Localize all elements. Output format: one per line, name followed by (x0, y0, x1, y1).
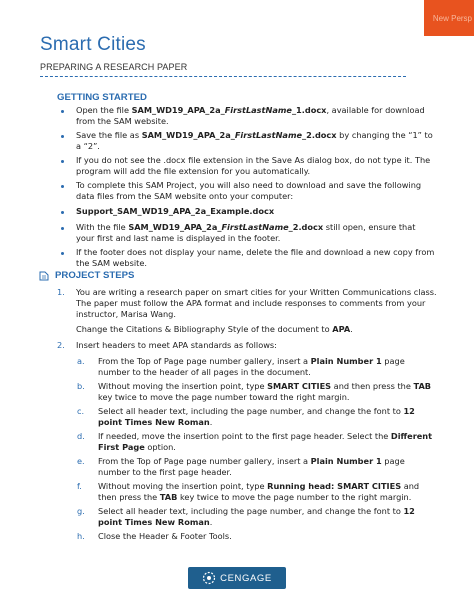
sub-step-text: From the Top of Page page number gallery, insert a Plain Number 1 page number to the header of all pages in the document. (98, 356, 405, 377)
bullet-icon (61, 135, 64, 138)
bullet-icon (61, 211, 64, 214)
sub-step-letter: d. (77, 431, 85, 441)
document-subtitle: PREPARING A RESEARCH PAPER (40, 62, 188, 72)
bullet-icon (61, 110, 64, 113)
bullet-icon (61, 160, 64, 163)
list-item: Support_SAM_WD19_APA_2a_Example.docx (76, 206, 275, 216)
bullet-icon (61, 252, 64, 255)
list-item: With the file SAM_WD19_APA_2a_FirstLastName_2.docx still open, ensure that your first and last name is displayed in the footer. (76, 222, 416, 243)
document-title: Smart Cities (40, 34, 146, 55)
getting-started-heading: GETTING STARTED (57, 92, 147, 103)
sub-step-letter: e. (77, 456, 85, 466)
document-icon (39, 271, 49, 281)
step-2-text: Insert headers to meet APA standards as follows: (76, 340, 277, 350)
sub-step-text: From the Top of Page page number gallery, insert a Plain Number 1 page number to the first page header. (98, 456, 405, 477)
list-item: If you do not see the .docx file extension in the Save As dialog box, do not type it. The program will add the file extension for you automatically. (76, 155, 431, 176)
sub-step-text: Select all header text, including the page number, and change the font to 12 point Times New Roman. (98, 506, 415, 527)
sub-step-letter: c. (77, 406, 85, 416)
sub-step-letter: f. (77, 481, 82, 491)
step-1-text: You are writing a research paper on smart cities for your Written Communications class. The paper must follow the APA format and include responses to comments from your instructor, Marisa Wang. (76, 287, 437, 319)
sub-step-letter: h. (77, 531, 85, 541)
corner-tab: New Persp (424, 0, 474, 36)
sub-step-text: Without moving the insertion point, type SMART CITIES and then press the TAB key twice to move the page number toward the right margin. (98, 381, 432, 402)
step-number: 1. (57, 287, 65, 297)
sub-step-letter: a. (77, 356, 85, 366)
bullet-icon (61, 185, 64, 188)
sub-step-text: Close the Header & Footer Tools. (98, 531, 232, 541)
list-item: If the footer does not display your name, delete the file and download a new copy from the SAM website. (76, 247, 435, 268)
sub-step-letter: b. (77, 381, 85, 391)
project-steps-heading: PROJECT STEPS (55, 270, 135, 281)
step-1-instruction: Change the Citations & Bibliography Style of the document to APA. (76, 324, 353, 334)
bullet-icon (61, 227, 64, 230)
sub-step-letter: g. (77, 506, 85, 516)
list-item: Save the file as SAM_WD19_APA_2a_FirstLastName_2.docx by changing the “1” to a “2”. (76, 130, 433, 151)
list-item: To complete this SAM Project, you will also need to download and save the following data files from the SAM website onto your computer: (76, 180, 422, 201)
sub-step-text: Select all header text, including the page number, and change the font to 12 point Times New Roman. (98, 406, 415, 427)
step-number: 2. (57, 340, 65, 350)
cengage-logo: CENGAGE (188, 567, 286, 589)
cengage-logo-icon (202, 571, 216, 585)
dashed-divider (40, 76, 406, 77)
sub-step-text: If needed, move the insertion point to the first page header. Select the Different First Page option. (98, 431, 433, 452)
sub-step-text: Without moving the insertion point, type Running head: SMART CITIES and then press the TAB key twice to move the page number to the right margin. (98, 481, 420, 502)
list-item: Open the file SAM_WD19_APA_2a_FirstLastName_1.docx, available for download from the SAM website. (76, 105, 425, 126)
